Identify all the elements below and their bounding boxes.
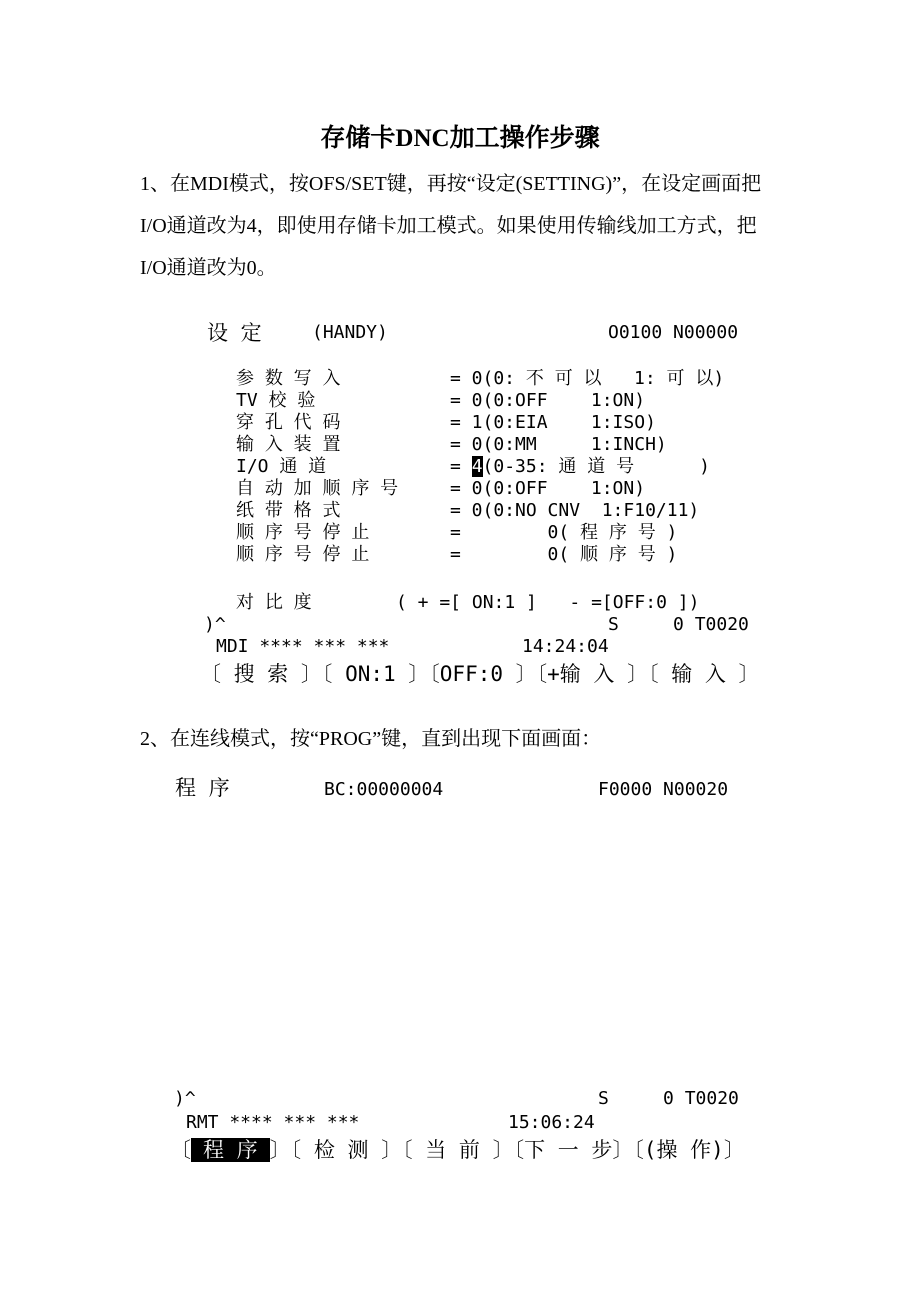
seq-stop-program-label: 顺 序 号 停 止 <box>236 522 370 543</box>
contrast-value: ( + =[ ON:1 ] - =[OFF:0 ]) <box>396 592 700 613</box>
softkey-program[interactable]: 程 序 <box>191 1138 270 1162</box>
punch-code-value: = 1(0:EIA 1:ISO) <box>450 412 656 433</box>
input-prompt: )^ <box>174 1088 196 1109</box>
tv-check-value: = 0(0:OFF 1:ON) <box>450 390 646 411</box>
setting-program-number: O0100 N00000 <box>608 322 739 343</box>
io-channel-cursor[interactable]: 4 <box>471 456 483 477</box>
document-title: 存储卡DNC加工操作步骤 <box>320 125 600 152</box>
softkey-check[interactable]: 检 测 <box>313 1138 369 1162</box>
setting-softkeys[interactable]: 〔 搜 索 〕〔 ON:1 〕〔OFF:0 〕〔+输 入 〕〔 输 入 〕 <box>200 662 760 686</box>
step-2-text: 2、在连线模式，按“PROG”键，直到出现下面画面： <box>140 728 602 750</box>
softkey-operate[interactable]: (操 作) <box>643 1138 724 1162</box>
tape-format-label: 纸 带 格 式 <box>236 500 341 521</box>
feed-seq-readout: F0000 N00020 <box>598 779 729 800</box>
tape-format-value: = 0(0:NO CNV 1:F10/11) <box>450 500 700 521</box>
auto-seq-label: 自 动 加 顺 序 号 <box>236 478 399 499</box>
punch-code-label: 穿 孔 代 码 <box>236 412 341 433</box>
io-channel-label: I/O 通 道 <box>236 456 327 477</box>
seq-stop-program-value: = 0( 程 序 号 ) <box>450 522 678 543</box>
block-counter: BC:00000004 <box>324 779 444 800</box>
status-line: MDI **** *** *** <box>216 636 390 657</box>
clock-time: 14:24:04 <box>522 636 609 657</box>
softkey-next[interactable]: 下 一 步 <box>524 1138 613 1162</box>
program-softkeys: 〔 程 序 〕〔 检 测 〕〔 当 前 〕〔下 一 步〕〔(操 作)〕 <box>170 1138 745 1162</box>
io-channel-range: (0-35: 通 道 号 ) <box>482 456 710 477</box>
param-value: = 0(0: 不 可 以 1: 可 以) <box>450 368 725 389</box>
input-prompt: )^ <box>204 614 226 635</box>
program-title: 程 序 <box>175 776 230 800</box>
softkey-current[interactable]: 当 前 <box>425 1138 480 1162</box>
status-line: RMT **** *** *** <box>186 1112 360 1133</box>
io-channel-equals: = <box>450 456 461 477</box>
auto-seq-value: = 0(0:OFF 1:ON) <box>450 478 646 499</box>
tv-check-label: TV 校 验 <box>236 390 316 411</box>
setting-title: 设 定 <box>207 321 262 345</box>
io-channel-value <box>450 456 710 478</box>
step-1-text: 1、在MDI模式，按OFS/SET键，再按“设定(SETTING)”，在设定画面把I/O通道改为4，即使用存储卡加工模式。如果使用传输线加工方式，把I/O通道改为0。 <box>140 173 762 279</box>
contrast-label: 对 比 度 <box>236 592 312 613</box>
spindle-tool-readout: S 0 T0020 <box>598 1088 739 1109</box>
clock-time: 15:06:24 <box>508 1112 595 1133</box>
input-unit-value: = 0(0:MM 1:INCH) <box>450 434 667 455</box>
spindle-tool-readout: S 0 T0020 <box>608 614 749 635</box>
seq-stop-seq-label: 顺 序 号 停 止 <box>236 544 370 565</box>
param-label: 参 数 写 入 <box>236 368 341 389</box>
seq-stop-seq-value: = 0( 顺 序 号 ) <box>450 544 678 565</box>
setting-mode: (HANDY) <box>312 322 388 343</box>
input-unit-label: 输 入 装 置 <box>236 434 341 455</box>
